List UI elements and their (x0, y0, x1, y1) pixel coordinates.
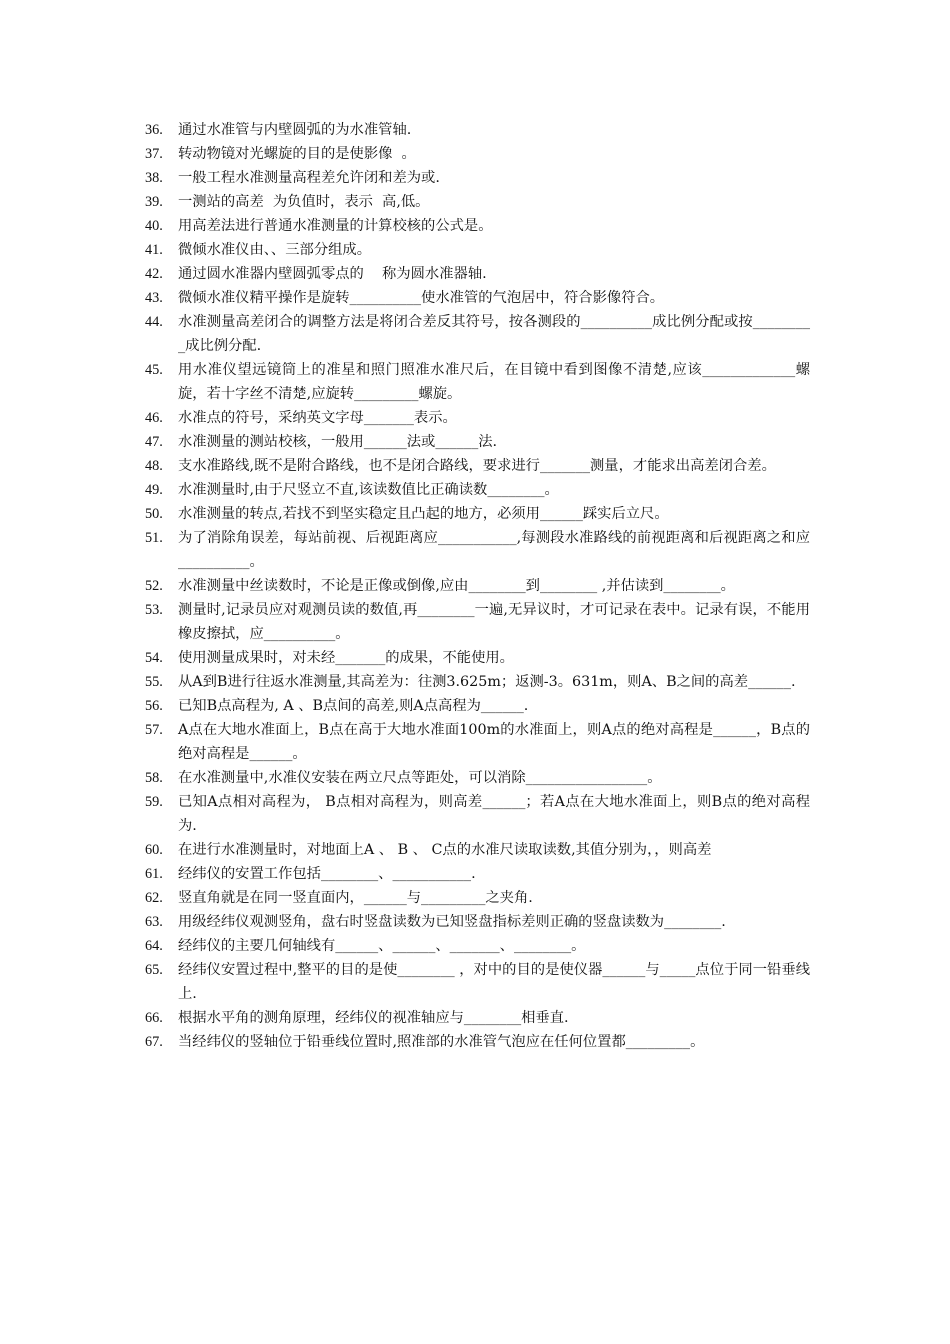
question-number: 57. (145, 722, 163, 738)
question-text: 测量时,记录员应对观测员读的数值,再________一遍,无异议时，才可记录在表中。记录有误，不能用橡皮擦拭，应__________。 (178, 602, 810, 642)
question-item (145, 478, 810, 502)
question-number: 65. (145, 962, 163, 978)
question-text: 经纬仪的主要几何轴线有______、______、_______、________。 (178, 938, 586, 954)
question-text: A点在大地水准面上，B点在高于大地水准面100m的水准面上，则A点的绝对高程是______，B点的绝对高程是______。 (178, 722, 810, 762)
question-item (145, 214, 810, 238)
question-item (145, 646, 810, 670)
question-number: 45. (145, 362, 163, 378)
question-item (145, 454, 810, 478)
question-number: 67. (145, 1034, 163, 1050)
question-item (145, 766, 810, 790)
question-text: 通过水准管与内壁圆弧的为水准管轴. (178, 122, 412, 138)
question-item (145, 694, 810, 718)
question-item (145, 406, 810, 430)
question-number: 46. (145, 410, 163, 426)
question-item (145, 502, 810, 526)
question-text: 经纬仪的安置工作包括________、___________. (178, 866, 476, 882)
question-number: 51. (145, 530, 163, 546)
question-number: 66. (145, 1010, 163, 1026)
question-text: 水准测量的转点,若找不到坚实稳定且凸起的地方，必须用______踩实后立尺。 (178, 506, 669, 522)
question-item (145, 598, 810, 646)
question-number: 62. (145, 890, 163, 906)
question-text: 已知A点相对高程为， B点相对高程为，则高差______；若A点在大地水准面上，则B点的绝对高程为. (178, 794, 810, 834)
question-number: 56. (145, 698, 163, 714)
question-number: 60. (145, 842, 163, 858)
question-item (145, 670, 810, 694)
question-text: 水准测量高差闭合的调整方法是将闭合差反其符号，按各测段的__________成比例分配或按_________成比例分配. (178, 314, 810, 354)
question-text: 一般工程水准测量高程差允许闭和差为或. (178, 170, 440, 186)
question-number: 39. (145, 194, 163, 210)
question-item (145, 238, 810, 262)
question-number: 59. (145, 794, 163, 810)
question-item (145, 910, 810, 934)
question-number: 63. (145, 914, 163, 930)
question-text: 当经纬仪的竖轴位于铅垂线位置时,照准部的水准管气泡应在任何位置都_________。 (178, 1034, 705, 1050)
question-text: 水准测量中丝读数时，不论是正像或倒像,应由________到________ ,并估读到________。 (178, 578, 735, 594)
question-text: 微倾水准仪精平操作是旋转__________使水准管的气泡居中，符合影像符合。 (178, 290, 665, 306)
question-number: 55. (145, 674, 163, 690)
question-number: 37. (145, 146, 163, 162)
question-number: 47. (145, 434, 163, 450)
question-item (145, 958, 810, 1006)
question-text: 在水准测量中,水准仪安装在两立尺点等距处，可以消除_________________。 (178, 770, 662, 786)
question-number: 42. (145, 266, 163, 282)
question-number: 52. (145, 578, 163, 594)
question-item (145, 838, 810, 862)
question-item (145, 862, 810, 886)
question-text: 经纬仪安置过程中,整平的目的是使________ ，对中的目的是使仪器______与_____点位于同一铅垂线上. (178, 962, 810, 1002)
question-text: 转动物镜对光螺旋的目的是使影像 。 (178, 146, 416, 162)
question-item (145, 166, 810, 190)
question-text: 为了消除角误差，每站前视、后视距离应___________,每测段水准路线的前视距离和后视距离之和应__________。 (178, 530, 810, 570)
question-number: 44. (145, 314, 163, 330)
question-text: 微倾水准仪由、、三部分组成。 (178, 242, 372, 258)
question-text: 水准点的符号，采纳英文字母_______表示。 (178, 410, 457, 426)
question-text: 使用测量成果时，对未经_______的成果，不能使用。 (178, 650, 514, 666)
question-text: 一测站的高差 为负值时，表示 高,低。 (178, 194, 430, 210)
question-number: 58. (145, 770, 163, 786)
question-item (145, 718, 810, 766)
question-item (145, 574, 810, 598)
question-number: 40. (145, 218, 163, 234)
question-item (145, 1030, 810, 1054)
question-text: 根据水平角的测角原理，经纬仪的视准轴应与________相垂直. (178, 1010, 569, 1026)
question-number: 49. (145, 482, 163, 498)
question-number: 61. (145, 866, 163, 882)
question-text: 支水准路线,既不是附合路线，也不是闭合路线，要求进行_______测量，才能求出高差闭合差。 (178, 458, 776, 474)
question-item (145, 286, 810, 310)
question-text: 从A到B进行往返水准测量,其高差为：往测3.625m；返测-3。631m，则A、B之间的高差______. (178, 674, 796, 690)
question-item (145, 886, 810, 910)
question-text: 通过圆水准器内壁圆弧零点的 称为圆水准器轴. (178, 266, 487, 282)
question-number: 54. (145, 650, 163, 666)
question-item (145, 790, 810, 838)
question-item (145, 262, 810, 286)
question-number: 53. (145, 602, 163, 618)
question-item (145, 430, 810, 454)
question-text: 水准测量的测站校核，一般用______法或______法. (178, 434, 498, 450)
question-number: 64. (145, 938, 163, 954)
question-list (145, 118, 810, 1054)
question-text: 在进行水准测量时，对地面上A 、 B 、 C点的水准尺读取读数,其值分别为，，则高差 (178, 842, 712, 858)
question-item (145, 310, 810, 358)
question-item (145, 1006, 810, 1030)
question-number: 50. (145, 506, 163, 522)
question-text: 水准测量时,由于尺竖立不直,该读数值比正确读数________。 (178, 482, 559, 498)
question-number: 41. (145, 242, 163, 258)
question-number: 36. (145, 122, 163, 138)
question-text: 用高差法进行普通水准测量的计算校核的公式是。 (178, 218, 493, 234)
question-number: 43. (145, 290, 163, 306)
question-item (145, 934, 810, 958)
question-item (145, 190, 810, 214)
question-number: 38. (145, 170, 163, 186)
question-item (145, 358, 810, 406)
question-item (145, 142, 810, 166)
question-item (145, 526, 810, 574)
question-number: 48. (145, 458, 163, 474)
question-text: 已知B点高程为, A 、B点间的高差,则A点高程为______. (178, 698, 529, 714)
question-text: 竖直角就是在同一竖直面内，______与_________之夹角. (178, 890, 533, 906)
question-item (145, 118, 810, 142)
question-text: 用级经纬仪观测竖角，盘右时竖盘读数为已知竖盘指标差则正确的竖盘读数为________. (178, 914, 726, 930)
question-text: 用水准仪望远镜筒上的准星和照门照准水准尺后，在目镜中看到图像不清楚,应该_____________螺旋，若十字丝不清楚,应旋转_________螺旋。 (178, 362, 810, 402)
